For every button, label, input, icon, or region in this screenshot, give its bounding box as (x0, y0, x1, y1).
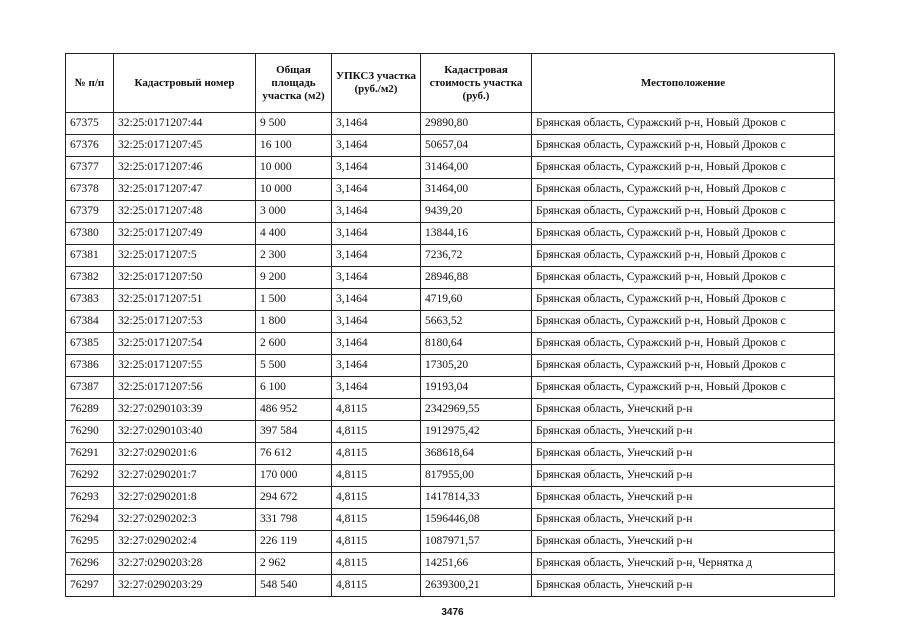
cell-cadastral-number: 32:27:0290202:4 (114, 531, 256, 553)
cell-location: Брянская область, Суражский р-н, Новый Дроков с (532, 355, 835, 377)
cell-cadastral-number: 32:25:0171207:50 (114, 267, 256, 289)
cell-upksz: 3,1464 (332, 135, 421, 157)
cell-total-area: 4 400 (256, 223, 332, 245)
cadastral-table (65, 53, 835, 597)
cell-total-area: 10 000 (256, 179, 332, 201)
cell-upksz: 4,8115 (332, 443, 421, 465)
cell-row-number: 67382 (66, 267, 114, 289)
cell-row-number: 67379 (66, 201, 114, 223)
cell-location: Брянская область, Суражский р-н, Новый Дроков с (532, 179, 835, 201)
cell-cadastral-value: 50657,04 (421, 135, 532, 157)
table-row (66, 531, 835, 553)
cell-upksz: 3,1464 (332, 157, 421, 179)
cell-cadastral-number: 32:27:0290203:28 (114, 553, 256, 575)
cell-upksz: 3,1464 (332, 245, 421, 267)
table-row (66, 267, 835, 289)
cell-cadastral-value: 9439,20 (421, 201, 532, 223)
cell-cadastral-number: 32:25:0171207:46 (114, 157, 256, 179)
cell-location: Брянская область, Суражский р-н, Новый Дроков с (532, 311, 835, 333)
table-row (66, 575, 835, 597)
cell-location: Брянская область, Унечский р-н (532, 531, 835, 553)
cell-row-number: 67377 (66, 157, 114, 179)
cell-cadastral-value: 17305,20 (421, 355, 532, 377)
cell-location: Брянская область, Унечский р-н (532, 443, 835, 465)
cell-cadastral-number: 32:25:0171207:55 (114, 355, 256, 377)
cell-location: Брянская область, Унечский р-н (532, 421, 835, 443)
cell-row-number: 76291 (66, 443, 114, 465)
cell-row-number: 76293 (66, 487, 114, 509)
cell-location: Брянская область, Суражский р-н, Новый Дроков с (532, 201, 835, 223)
cell-total-area: 9 200 (256, 267, 332, 289)
cell-total-area: 3 000 (256, 201, 332, 223)
cell-row-number: 67375 (66, 113, 114, 135)
table-row (66, 223, 835, 245)
table-row (66, 157, 835, 179)
cell-upksz: 3,1464 (332, 223, 421, 245)
cell-cadastral-number: 32:25:0171207:47 (114, 179, 256, 201)
header-row-number: № п/п (66, 54, 114, 113)
cell-total-area: 226 119 (256, 531, 332, 553)
cell-cadastral-number: 32:27:0290201:8 (114, 487, 256, 509)
cell-cadastral-number: 32:25:0171207:54 (114, 333, 256, 355)
cell-upksz: 4,8115 (332, 421, 421, 443)
header-cadastral-value: Кадастровая стоимость участка (руб.) (421, 54, 532, 113)
cell-upksz: 3,1464 (332, 355, 421, 377)
cell-cadastral-number: 32:27:0290203:29 (114, 575, 256, 597)
cell-cadastral-number: 32:27:0290202:3 (114, 509, 256, 531)
cell-cadastral-number: 32:25:0171207:51 (114, 289, 256, 311)
cell-cadastral-value: 28946,88 (421, 267, 532, 289)
cell-cadastral-value: 4719,60 (421, 289, 532, 311)
cell-cadastral-number: 32:27:0290103:40 (114, 421, 256, 443)
cell-row-number: 76289 (66, 399, 114, 421)
cell-location: Брянская область, Суражский р-н, Новый Дроков с (532, 135, 835, 157)
cell-cadastral-value: 29890,80 (421, 113, 532, 135)
cell-upksz: 3,1464 (332, 113, 421, 135)
cell-cadastral-value: 368618,64 (421, 443, 532, 465)
cell-row-number: 67380 (66, 223, 114, 245)
cell-total-area: 76 612 (256, 443, 332, 465)
cell-location: Брянская область, Унечский р-н (532, 575, 835, 597)
cell-upksz: 3,1464 (332, 179, 421, 201)
cell-location: Брянская область, Суражский р-н, Новый Дроков с (532, 333, 835, 355)
cell-total-area: 2 300 (256, 245, 332, 267)
cell-cadastral-value: 7236,72 (421, 245, 532, 267)
table-row (66, 465, 835, 487)
table-row (66, 509, 835, 531)
cell-upksz: 4,8115 (332, 553, 421, 575)
cell-total-area: 1 800 (256, 311, 332, 333)
cell-cadastral-value: 5663,52 (421, 311, 532, 333)
cell-cadastral-value: 31464,00 (421, 179, 532, 201)
cell-total-area: 294 672 (256, 487, 332, 509)
cell-total-area: 9 500 (256, 113, 332, 135)
cell-upksz: 4,8115 (332, 399, 421, 421)
header-location: Местоположение (532, 54, 835, 113)
cell-total-area: 1 500 (256, 289, 332, 311)
cell-cadastral-value: 1087971,57 (421, 531, 532, 553)
page-number: 3476 (441, 607, 464, 618)
cell-cadastral-number: 32:25:0171207:56 (114, 377, 256, 399)
cell-location: Брянская область, Суражский р-н, Новый Дроков с (532, 267, 835, 289)
cell-upksz: 3,1464 (332, 289, 421, 311)
cell-row-number: 76295 (66, 531, 114, 553)
table-row (66, 333, 835, 355)
cell-cadastral-number: 32:25:0171207:53 (114, 311, 256, 333)
cell-cadastral-value: 13844,16 (421, 223, 532, 245)
cell-total-area: 6 100 (256, 377, 332, 399)
cell-cadastral-number: 32:25:0171207:48 (114, 201, 256, 223)
cell-location: Брянская область, Суражский р-н, Новый Дроков с (532, 223, 835, 245)
cell-row-number: 67385 (66, 333, 114, 355)
cell-total-area: 486 952 (256, 399, 332, 421)
cell-location: Брянская область, Унечский р-н (532, 487, 835, 509)
cell-total-area: 5 500 (256, 355, 332, 377)
cell-cadastral-value: 1596446,08 (421, 509, 532, 531)
cell-row-number: 67381 (66, 245, 114, 267)
cell-row-number: 76290 (66, 421, 114, 443)
cell-cadastral-value: 1417814,33 (421, 487, 532, 509)
cell-cadastral-number: 32:25:0171207:5 (114, 245, 256, 267)
table-row (66, 179, 835, 201)
cell-row-number: 67386 (66, 355, 114, 377)
cell-total-area: 331 798 (256, 509, 332, 531)
cell-row-number: 67387 (66, 377, 114, 399)
cell-cadastral-value: 817955,00 (421, 465, 532, 487)
table-row (66, 113, 835, 135)
cell-row-number: 76294 (66, 509, 114, 531)
cell-row-number: 67378 (66, 179, 114, 201)
cell-cadastral-number: 32:25:0171207:45 (114, 135, 256, 157)
cell-cadastral-number: 32:25:0171207:44 (114, 113, 256, 135)
table-row (66, 245, 835, 267)
cell-location: Брянская область, Унечский р-н (532, 509, 835, 531)
table-row (66, 311, 835, 333)
cell-upksz: 4,8115 (332, 487, 421, 509)
cell-row-number: 76297 (66, 575, 114, 597)
header-row (66, 54, 835, 113)
cell-total-area: 397 584 (256, 421, 332, 443)
table-row (66, 443, 835, 465)
cell-row-number: 76292 (66, 465, 114, 487)
table-row (66, 553, 835, 575)
cell-cadastral-value: 31464,00 (421, 157, 532, 179)
cell-cadastral-number: 32:25:0171207:49 (114, 223, 256, 245)
table-row (66, 289, 835, 311)
cell-cadastral-number: 32:27:0290201:7 (114, 465, 256, 487)
cell-upksz: 4,8115 (332, 509, 421, 531)
table-row (66, 201, 835, 223)
cell-location: Брянская область, Суражский р-н, Новый Дроков с (532, 113, 835, 135)
cell-upksz: 3,1464 (332, 311, 421, 333)
cell-cadastral-value: 8180,64 (421, 333, 532, 355)
cell-cadastral-number: 32:27:0290201:6 (114, 443, 256, 465)
cell-cadastral-value: 19193,04 (421, 377, 532, 399)
cell-location: Брянская область, Суражский р-н, Новый Дроков с (532, 289, 835, 311)
cell-cadastral-value: 2342969,55 (421, 399, 532, 421)
table-row (66, 135, 835, 157)
cell-location: Брянская область, Суражский р-н, Новый Дроков с (532, 377, 835, 399)
table-row (66, 355, 835, 377)
cell-row-number: 76296 (66, 553, 114, 575)
cell-upksz: 3,1464 (332, 377, 421, 399)
cell-upksz: 3,1464 (332, 201, 421, 223)
cell-cadastral-value: 14251,66 (421, 553, 532, 575)
table-body (66, 113, 835, 597)
cell-location: Брянская область, Суражский р-н, Новый Дроков с (532, 157, 835, 179)
cell-upksz: 4,8115 (332, 531, 421, 553)
header-cadastral-number: Кадастровый номер (114, 54, 256, 113)
table-row (66, 399, 835, 421)
cell-total-area: 16 100 (256, 135, 332, 157)
table-row (66, 377, 835, 399)
table-header (66, 54, 835, 113)
cell-location: Брянская область, Унечский р-н (532, 399, 835, 421)
cell-cadastral-value: 2639300,21 (421, 575, 532, 597)
cell-location: Брянская область, Унечский р-н, Чернятка д (532, 553, 835, 575)
cell-cadastral-value: 1912975,42 (421, 421, 532, 443)
table-row (66, 421, 835, 443)
cell-row-number: 67376 (66, 135, 114, 157)
cell-total-area: 2 962 (256, 553, 332, 575)
cell-row-number: 67383 (66, 289, 114, 311)
cell-cadastral-number: 32:27:0290103:39 (114, 399, 256, 421)
table-row (66, 487, 835, 509)
cell-total-area: 548 540 (256, 575, 332, 597)
cell-upksz: 4,8115 (332, 465, 421, 487)
header-upksz: УПКСЗ участка (руб./м2) (332, 54, 421, 113)
cell-total-area: 10 000 (256, 157, 332, 179)
cell-row-number: 67384 (66, 311, 114, 333)
cell-upksz: 4,8115 (332, 575, 421, 597)
header-total-area: Общая площадь участка (м2) (256, 54, 332, 113)
cell-total-area: 2 600 (256, 333, 332, 355)
cell-upksz: 3,1464 (332, 333, 421, 355)
cell-total-area: 170 000 (256, 465, 332, 487)
cell-upksz: 3,1464 (332, 267, 421, 289)
cell-location: Брянская область, Суражский р-н, Новый Дроков с (532, 245, 835, 267)
cell-location: Брянская область, Унечский р-н (532, 465, 835, 487)
